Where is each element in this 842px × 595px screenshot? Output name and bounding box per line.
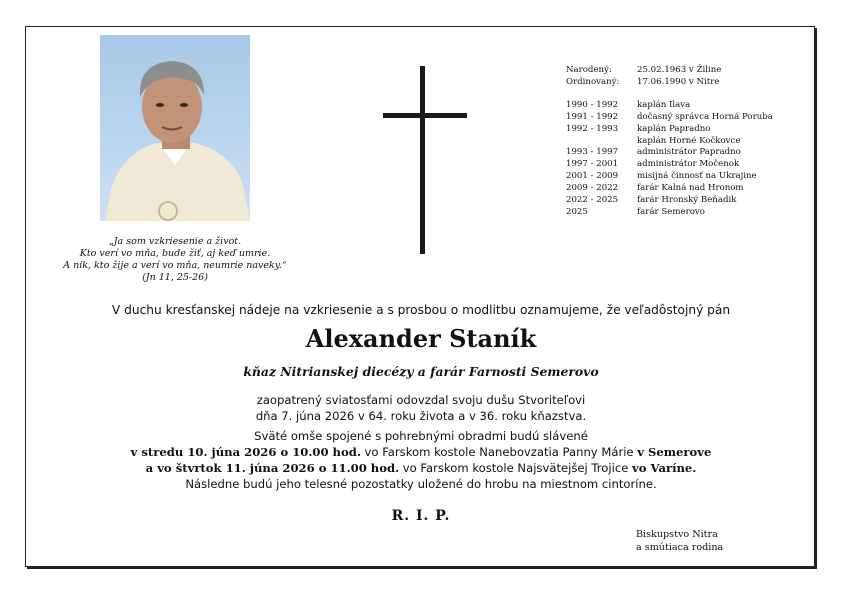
ordained-label: Ordinovaný:: [566, 76, 620, 87]
career-years: 1990 - 1992: [566, 99, 619, 110]
mass-2-place: vo Varíne.: [632, 461, 697, 475]
career-years: 1993 - 1997: [566, 147, 619, 158]
quote-line: „Ja som vzkriesenie a život.: [108, 236, 242, 247]
mass-1-place: v Semerove: [637, 445, 712, 459]
quote-reference: (Jn 11, 25-26): [142, 272, 208, 283]
career-text: kaplán Horné Kočkovce: [637, 135, 741, 146]
funeral-intro: Sväté omše spojené s pohrebnými obradmi budú slávené: [254, 429, 588, 443]
deceased-role: kňaz Nitrianskej diecézy a farár Farnosti Semerovo: [243, 364, 599, 379]
signature-line: Biskupstvo Nitra: [636, 529, 718, 540]
career-row: [566, 183, 773, 195]
career-text: administrátor Papradno: [637, 147, 741, 158]
quote-line: Kto verí vo mňa, bude žiť, aj keď umrie.: [79, 248, 271, 259]
career-years: 1991 - 1992: [566, 111, 619, 122]
signature-line: a smútiaca rodina: [636, 542, 724, 553]
career-years: 1997 - 2001: [566, 159, 619, 170]
deceased-name: Alexander Staník: [305, 324, 537, 353]
born-label: Narodený:: [566, 65, 612, 75]
career-text: farár Hronský Beňadik: [637, 195, 737, 206]
mass-1-when: v stredu 10. júna 2026 o 10.00 hod.: [130, 445, 361, 459]
biography: [566, 65, 773, 219]
career-years: 2001 - 2009: [566, 171, 619, 182]
born-value: 25.02.1963 v Žiline: [637, 65, 722, 75]
ordained-value: 17.06.1990 v Nitre: [637, 76, 720, 87]
career-years: 2022 - 2025: [566, 195, 619, 206]
cross-icon: [380, 66, 470, 254]
death-notice: [30, 392, 812, 424]
funeral-info: [30, 428, 812, 492]
career-row: [566, 136, 773, 148]
career-text: farár Kalná nad Hronom: [637, 183, 744, 194]
career-row: [566, 124, 773, 136]
career-years: 2009 - 2022: [566, 183, 619, 194]
career-row: [566, 100, 773, 112]
quote-line: A nik, kto žije a verí vo mňa, neumrie naveky.“: [63, 260, 287, 271]
ordained-row: [566, 77, 773, 89]
career-row: [566, 112, 773, 124]
signature: [636, 528, 723, 554]
career-row: [566, 171, 773, 183]
portrait-photo: [100, 35, 250, 221]
mass-1-where: vo Farskom kostole Nanebovzatia Panny Márie: [360, 445, 638, 459]
career-text: misijná činnosť na Ukrajine: [637, 171, 757, 182]
death-notice-line: zaopatrený sviatosťami odovzdal svoju dušu Stvoriteľovi: [256, 393, 586, 407]
career-text: farár Semerovo: [637, 206, 705, 217]
mass-1: [30, 444, 812, 460]
career-text: kaplán Papradno: [637, 123, 711, 134]
rip-text: R. I. P.: [391, 508, 451, 524]
career-row: [566, 195, 773, 207]
career-row: [566, 207, 773, 219]
burial-note: Následne budú jeho telesné pozostatky uložené do hrobu na miestnom cintoríne.: [185, 477, 657, 491]
intro-text: V duchu kresťanskej nádeje na vzkriesenie a s prosbou o modlitbu oznamujeme, že veľadôstojný pán: [111, 303, 731, 317]
career-text: dočasný správca Horná Poruba: [637, 111, 773, 122]
mass-2-where: vo Farskom kostole Najsvätejšej Trojice: [399, 461, 633, 475]
career-years: 1992 - 1993: [566, 123, 619, 134]
mass-2-when: a vo štvrtok 11. júna 2026 o 11.00 hod.: [145, 461, 400, 475]
bible-quote: [60, 236, 290, 284]
death-notice-line: dňa 7. júna 2026 v 64. roku života a v 36. roku kňazstva.: [255, 409, 587, 423]
career-row: [566, 159, 773, 171]
career-text: administrátor Močenok: [637, 159, 740, 170]
career-row: [566, 147, 773, 159]
career-years: 2025: [566, 206, 588, 217]
career-text: kaplán Ilava: [637, 99, 691, 110]
career-years: [566, 136, 637, 148]
born-row: [566, 65, 773, 77]
mass-2: [30, 460, 812, 476]
